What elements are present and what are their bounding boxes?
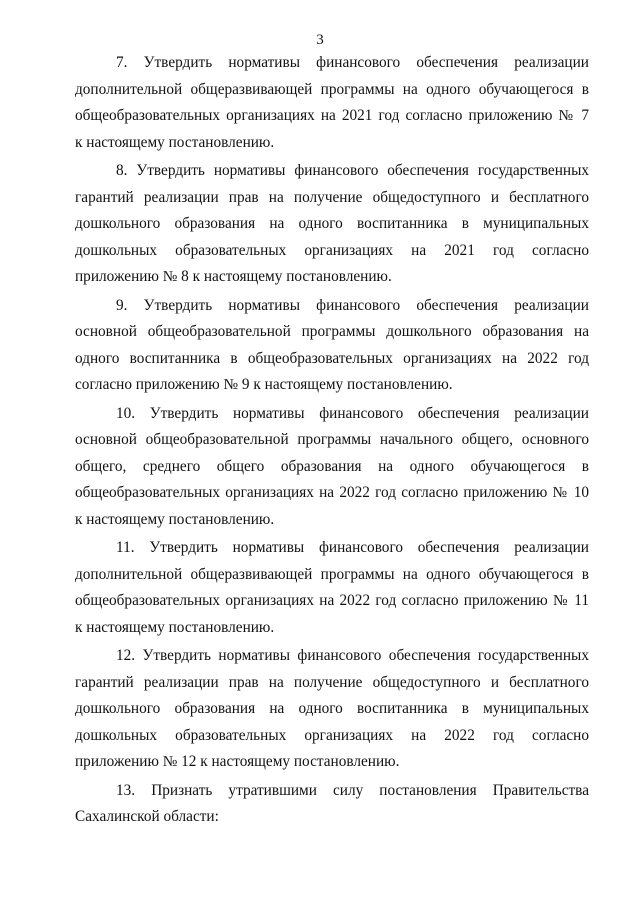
text-line: к настоящему постановлению. bbox=[75, 510, 275, 528]
text-line: 7. Утвердить нормативы финансового обеспечения реализации bbox=[116, 54, 589, 71]
text-line: к настоящему постановлению. bbox=[75, 133, 275, 151]
text-line: 9. Утвердить нормативы финансового обеспечения реализации bbox=[116, 296, 589, 314]
text-line: приложению № 12 к настоящему постановлению. bbox=[75, 753, 400, 770]
text-line: дошкольных образовательных организациях на 2021 год согласно bbox=[75, 241, 589, 259]
paragraph-9 bbox=[75, 293, 589, 399]
text-line: дошкольных образовательных организациях на 2022 год согласно bbox=[75, 726, 589, 744]
text-line: дошкольного образования на одного воспитанника в муниципальных bbox=[75, 700, 589, 717]
text-line: 11. Утвердить нормативы финансового обеспечения реализации bbox=[116, 539, 589, 556]
text-line: согласно приложению № 9 к настоящему постановлению. bbox=[75, 376, 453, 393]
text-line: общеобразовательных организациях на 2021 год согласно приложению № 7 bbox=[75, 107, 589, 124]
page-number: 3 bbox=[316, 32, 324, 48]
paragraph-10 bbox=[75, 401, 589, 534]
text-line: общего, среднего общего образования на одного обучающегося в bbox=[75, 457, 589, 475]
text-line: приложению № 8 к настоящему постановлению. bbox=[75, 268, 392, 285]
paragraph-12 bbox=[75, 643, 589, 776]
text-line: 12. Утвердить нормативы финансового обеспечения государственных bbox=[116, 647, 589, 664]
text-line: основной общеобразовательной программы начального общего, основного bbox=[75, 431, 589, 448]
text-line: 10. Утвердить нормативы финансового обеспечения реализации bbox=[116, 404, 589, 422]
text-line: основной общеобразовательной программы дошкольного образования на bbox=[75, 323, 589, 340]
text-line: дошкольного образования на одного воспитанника в муниципальных bbox=[75, 215, 589, 232]
text-line: гарантий реализации прав на получение общедоступного и бесплатного bbox=[75, 673, 589, 691]
paragraph-13 bbox=[75, 778, 589, 831]
paragraph-8 bbox=[75, 158, 589, 291]
text-line: общеобразовательных организациях на 2022 год согласно приложению № 10 bbox=[75, 484, 589, 501]
paragraph-11 bbox=[75, 535, 589, 641]
paragraph-7 bbox=[75, 50, 589, 156]
text-line: дополнительной общеразвивающей программы на одного обучающегося в bbox=[75, 80, 589, 98]
text-line: 8. Утвердить нормативы финансового обеспечения государственных bbox=[116, 162, 589, 179]
text-line: дополнительной общеразвивающей программы на одного обучающегося в bbox=[75, 565, 589, 583]
text-line: 13. Признать утратившими силу постановления Правительства bbox=[116, 781, 589, 799]
text-line: одного воспитанника в общеобразовательных организациях на 2022 год bbox=[75, 349, 589, 367]
document-body bbox=[75, 50, 589, 833]
text-line: Сахалинской области: bbox=[75, 808, 219, 825]
text-line: к настоящему постановлению. bbox=[75, 618, 275, 636]
text-line: гарантий реализации прав на получение общедоступного и бесплатного bbox=[75, 188, 589, 206]
text-line: общеобразовательных организациях на 2022 год согласно приложению № 11 bbox=[75, 592, 589, 609]
